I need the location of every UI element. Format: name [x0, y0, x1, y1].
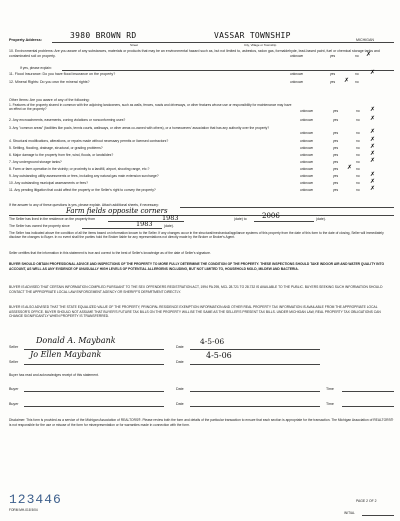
- date-label-1: Date: [176, 345, 184, 349]
- explanation-intro: If the answer to any of these questions is yes, please explain. Attach additional sheets, if necessary:: [9, 203, 159, 207]
- buyer-time-label-2: Time: [326, 402, 334, 406]
- seller-1-date: 4-5-06: [200, 337, 225, 346]
- explanation-line: [180, 207, 394, 208]
- street-value: 3980 BROWN RD: [70, 31, 137, 40]
- explanation-handwritten: Farm fields opposite corners: [66, 207, 168, 215]
- buyer-date-line-1: [190, 391, 320, 392]
- date-line-1: [190, 349, 320, 350]
- buyer-time-line-2: [342, 406, 394, 407]
- other-items-heading: Other Items: Are you aware of any of the following:: [9, 98, 90, 102]
- buyer-sig-line-1: [24, 391, 164, 392]
- other-q3: 3. Any "common areas" (facilities like pools, tennis courts, walkways, or other areas co-owned with others), or a homeowners' association that has any authority over the property?: [9, 126, 270, 130]
- s10-unknown: unknown: [290, 54, 304, 58]
- state-label: MICHIGAN: [356, 38, 374, 42]
- street-caption: Street: [130, 43, 139, 47]
- seller-label-1: Seller: [9, 345, 19, 349]
- other-q2: 2. Any encroachments, easements, zoning violations or nonconforming uses?: [9, 118, 126, 122]
- check-mark-icon: ✗: [347, 164, 353, 171]
- stamp-number: 123446: [9, 492, 62, 507]
- s11-no: no: [355, 72, 359, 76]
- seller-certification-paragraph: Seller certifies that the information in this statement is true and correct to the best of Seller's knowledge as of the date of Seller's signature.: [9, 251, 211, 255]
- seller-2-signature: Jo Ellen Maybank: [30, 350, 102, 359]
- other-q6: 6. Major damage to the property from fire, wind, floods, or landslides?: [9, 153, 114, 157]
- date-label-2: Date: [176, 360, 184, 364]
- buyer-date-label-1: Date: [176, 387, 184, 391]
- lived-to-line: [254, 221, 314, 222]
- seller-label-2: Seller: [9, 360, 19, 364]
- buyer-acknowledgement: Buyer has read and acknowledges receipt of this statement.: [9, 373, 99, 377]
- check-mark-icon: ✗: [370, 136, 376, 143]
- date-line-2: [190, 364, 320, 365]
- buyer-label-1: Buyer: [9, 387, 19, 391]
- s10-yes: yes: [330, 54, 336, 58]
- check-mark-icon: ✗: [370, 106, 376, 113]
- city-caption: City, Village or Township: [244, 43, 277, 47]
- explanation-line-2: [9, 215, 394, 216]
- initial-line: [362, 515, 394, 516]
- sex-offender-paragraph: BUYER IS ADVISED THAT CERTAIN INFORMATION COMPILED PURSUANT TO THE SEX OFFENDERS REGISTRATION ACT, 1994 PA 295, MCL 28.721 TO 28.732 IS AVAILABLE TO THE PUBLIC. BUYERS SEEKING SUCH INFORMATION SHOULD CONTACT THE APPROPRIATE LOCAL LAW ENFORCEMENT AGENCY OR SHERIFF'S DEPARTMENT DIRECTLY.: [9, 285, 383, 294]
- owned-since-value: 1983: [136, 220, 153, 228]
- other-q1: 1. Features of the property shared in common with the adjoining landowners, such as walls, fences, roads and driveways, or other features whose use or responsibility for maintenance may have an effect on the property?: [9, 103, 292, 112]
- buyer-time-label-1: Time: [326, 387, 334, 391]
- mineral-rights-text: 12. Mineral Rights: Do you own the mineral rights?: [9, 80, 90, 84]
- s11-unknown: unknown: [290, 72, 304, 76]
- seller-1-signature: Donald A. Maybank: [36, 336, 116, 345]
- other-q5: 5. Settling, flooding, drainage, structural, or grading problems?: [9, 146, 103, 150]
- city-value: VASSAR TOWNSHIP: [214, 31, 291, 40]
- other-q4: 4. Structural modifications, alterations, or repairs made without necessary permits or licensed contractors?: [9, 139, 169, 143]
- other-q10: 10. Any outstanding municipal assessments or fees?: [9, 181, 88, 185]
- check-mark-icon: ✗: [370, 115, 376, 122]
- owned-line: [82, 228, 162, 229]
- disclosure-page: Property Address: 3980 BROWN RD VASSAR TOWNSHIP MICHIGAN Street City, Village or Township 10. Environmental problems: Are you aware of any substances, materials or products that may be an environmental hazard such as, but not limited to, asbestos, radon gas, formaldehyde, lead-based paint, fuel or chemical storage tanks and contaminated soil on property. unknown yes no ✗ If yes, please explain: 11. Flood Insurance: Do you have flood insurance on the property? unknown yes no ✗ 12. Mineral Rights: Do you own the mineral rights? unknown yes no ✗ Other Items: Are you aware of any of the following: 1. Features of the property shared in common with the adjoining landowners, such as walls, fences, roads and driveways, or other features whose use or responsibility for maintenance may have an effect on the property? 2. Any encroachments, easements, zoning violations or nonconforming uses? 3. Any "common areas" (facilities like pools, tennis courts, walkways, or other areas co-owned with others), or a homeowners' association that has any authority over the property? 4. Structural modifications, alterations, or repairs made without necessary permits or licensed contractors? 5. Settling, flooding, drainage, structural, or grading problems? 6. Major damage to the property from fire, wind, floods, or landslides? 7. Any underground storage tanks? 8. Farm or farm operation in the vicinity; or proximity to a landfill, airport, shooting range, etc.? 9. Any outstanding utility assessments or fees, including any natural gas main extension surcharge? 10. Any outstanding municipal assessments or fees? 11. Any pending litigation that could affect the property or the Seller's right to convey the property? unknown yes no unknown yes no unknown yes no unknown yes no unknown yes no unknown yes no unknown yes no unknown yes no unknown yes no unknown yes no unknown yes no ✗ ✗ ✗ ✗ ✗ ✗ ✗ ✗ ✗ ✗ ✗ If the answer to any of these questions is yes, please explain. Attach additional sheets, if necessary: Farm fields opposite corners The Seller has lived in the residence on the property from 1983 (date) to 2006 (date). The Seller has owned the property since 1983 (date). The Seller has indicated above the condition of all the items based on information known to the Seller. If any changes occur in the structural/mechanical/appliance systems of this property from the date of this form to the date of closing, Seller will immediately disclose the changes to Buyer. In no event shall the parties hold the Broker liable for any representations not directly made by the Broker or Broker's Agent. Seller certifies that the information in this statement is true and correct to the best of Seller's knowledge as of the date of Seller's signature. BUYER SHOULD OBTAIN PROFESSIONAL ADVICE AND INSPECTIONS OF THE PROPERTY TO MORE FULLY DETERMINE THE CONDITION OF THE PROPERTY. THESE INSPECTIONS SHOULD TAKE INDOOR AIR AND WATER QUALITY INTO ACCOUNT, AS WELL AS ANY EVIDENCE OF UNUSUALLY HIGH LEVELS OF POTENTIAL ALLERGENS INCLUDING, BUT NOT LIMITED TO, HOUSEHOLD MOLD, MILDEW AND BACTERIA. BUYER IS ADVISED THAT CERTAIN INFORMATION COMPILED PURSUANT TO THE SEX OFFENDERS REGISTRATION ACT, 1994 PA 295, MCL 28.721 TO 28.732 IS AVAILABLE TO THE PUBLIC. BUYERS SEEKING SUCH INFORMATION SHOULD CONTACT THE APPROPRIATE LOCAL LAW ENFORCEMENT AGENCY OR SHERIFF'S DEPARTMENT DIRECTLY. BUYER IS ALSO ADVISED THAT THE STATE EQUALIZED VALUE OF THE PROPERTY, PRINCIPAL RESIDENCE EXEMPTION INFORMATION AND OTHER REAL PROPERTY TAX INFORMATION IS AVAILABLE FROM THE APPROPRIATE LOCAL ASSESSOR'S OFFICE. BUYER SHOULD NOT ASSUME THAT BUYER'S FUTURE TAX BILLS ON THE PROPERTY WILL BE THE SAME AS THE SELLER'S PRESENT TAX BILLS. UNDER MICHIGAN LAW, REAL PROPERTY TAX OBLIGATIONS CAN CHANGE SIGNIFICANTLY WHEN PROPERTY IS TRANSFERRED. Seller Donald A. Maybank Date 4-5-06 Seller Jo Ellen Maybank Date 4-5-06 Buyer has read and acknowledges receipt of this statement. Buyer Date Time Buyer Date Time Disclaimer: This form is provided as a service of the Michigan Association of REALTORS®. Please review both the form and details of the particular transaction to ensure that each section is appropriate for the transaction. The Michigan Association of REALTORS® is not responsible for the use or misuse of the form for misrepresentation or for warranties made in connection with the form. 123446 FORM MH-018 5/04 PAGE 2 OF 2 INITIAL: [0, 0, 400, 521]
- seller-2-date: 4-5-06: [206, 351, 232, 360]
- tax-info-paragraph: BUYER IS ALSO ADVISED THAT THE STATE EQUALIZED VALUE OF THE PROPERTY, PRINCIPAL RESIDENCE EXEMPTION INFORMATION AND OTHER REAL PROPERTY TAX INFORMATION IS AVAILABLE FROM THE APPROPRIATE LOCAL ASSESSOR'S OFFICE. BUYER SHOULD NOT ASSUME THAT BUYER'S FUTURE TAX BILLS ON THE PROPERTY WILL BE THE SAME AS THE SELLER'S PRESENT TAX BILLS. UNDER MICHIGAN LAW, REAL PROPERTY TAX OBLIGATIONS CAN CHANGE SIGNIFICANTLY WHEN PROPERTY IS TRANSFERRED.: [9, 305, 381, 318]
- lived-date-caption-2: (date).: [316, 217, 326, 221]
- s10-no: no: [355, 54, 359, 58]
- buyer-date-label-2: Date: [176, 402, 184, 406]
- lived-from-value: 1983: [162, 214, 179, 222]
- owned-label: The Seller has owned the property since: [9, 224, 70, 228]
- check-mark-icon: ✗: [370, 69, 376, 76]
- s11-yes: yes: [330, 72, 336, 76]
- property-address-label: Property Address:: [9, 38, 42, 42]
- lived-to-value: 2006: [262, 212, 280, 220]
- other-q9: 9. Any outstanding utility assessments or fees, including any natural gas main extension surcharge?: [9, 174, 159, 178]
- address-line: [52, 42, 394, 43]
- check-mark-icon: ✗: [370, 157, 376, 164]
- check-mark-icon: ✗: [370, 171, 376, 178]
- other-q7: 7. Any underground storage tanks?: [9, 160, 62, 164]
- check-mark-icon: ✗: [344, 77, 350, 84]
- check-mark-icon: ✗: [370, 143, 376, 150]
- s12-unknown: unknown: [290, 80, 304, 84]
- disclaimer-text: Disclaimer: This form is provided as a service of the Michigan Association of REALTORS®. Please review both the form and details of the particular transaction to ensure that each section is appropriate for the transaction. The Michigan Association of REALTORS® is not responsible for the use or misuse of the form for misrepresentation or for warranties made in connection with the form.: [9, 418, 394, 427]
- initial-label: INITIAL: [344, 511, 355, 515]
- check-mark-icon: ✗: [366, 51, 372, 58]
- lived-label: The Seller has lived in the residence on the property from: [9, 217, 96, 221]
- inspection-advice-paragraph: BUYER SHOULD OBTAIN PROFESSIONAL ADVICE AND INSPECTIONS OF THE PROPERTY TO MORE FULLY DETERMINE THE CONDITION OF THE PROPERTY. THESE INSPECTIONS SHOULD TAKE INDOOR AIR AND WATER QUALITY INTO ACCOUNT, AS WELL AS ANY EVIDENCE OF UNUSUALLY HIGH LEVELS OF POTENTIAL ALLERGENS INCLUDING, BUT NOT LIMITED TO, HOUSEHOLD MOLD, MILDEW AND BACTERIA.: [9, 262, 385, 271]
- page-number: PAGE 2 OF 2: [356, 499, 377, 503]
- buyer-label-2: Buyer: [9, 402, 19, 406]
- seller-sig-line-2: [24, 364, 164, 365]
- s12-no: no: [355, 80, 359, 84]
- environmental-problems-text: 10. Environmental problems: Are you aware of any substances, materials or products that may be an environmental hazard such as, but not limited to, asbestos, radon gas, formaldehyde, lead-based paint, fuel or chemical storage tanks and contaminated soil on property.: [9, 49, 380, 58]
- buyer-time-line-1: [342, 391, 394, 392]
- check-mark-icon: ✗: [370, 150, 376, 157]
- other-q11: 11. Any pending litigation that could affect the property or the Seller's right to convey the property?: [9, 188, 156, 192]
- buyer-sig-line-2: [24, 406, 164, 407]
- lived-date-caption: (date) to: [234, 217, 247, 221]
- check-mark-icon: ✗: [370, 128, 376, 135]
- s10-explain-line: [62, 70, 394, 71]
- s12-yes: yes: [330, 80, 336, 84]
- check-mark-icon: ✗: [370, 178, 376, 185]
- buyer-date-line-2: [190, 406, 320, 407]
- flood-insurance-text: 11. Flood Insurance: Do you have flood insurance on the property?: [9, 72, 116, 76]
- form-number: FORM MH-018 5/04: [9, 508, 38, 512]
- owned-caption: (date).: [164, 224, 174, 228]
- s10-explain-label: If yes, please explain:: [20, 66, 52, 70]
- seller-indication-paragraph: The Seller has indicated above the condition of all the items based on information known to the Seller. If any changes occur in the structural/mechanical/appliance systems of this property from the date of this form to the date of closing, Seller will immediately disclose the changes to Buyer. In no event shall the parties hold the Broker liable for any representations not directly made by the Broker or Broker's Agent.: [9, 231, 384, 240]
- check-mark-icon: ✗: [370, 185, 376, 192]
- other-q8: 8. Farm or farm operation in the vicinity; or proximity to a landfill, airport, shooting range, etc.?: [9, 167, 150, 171]
